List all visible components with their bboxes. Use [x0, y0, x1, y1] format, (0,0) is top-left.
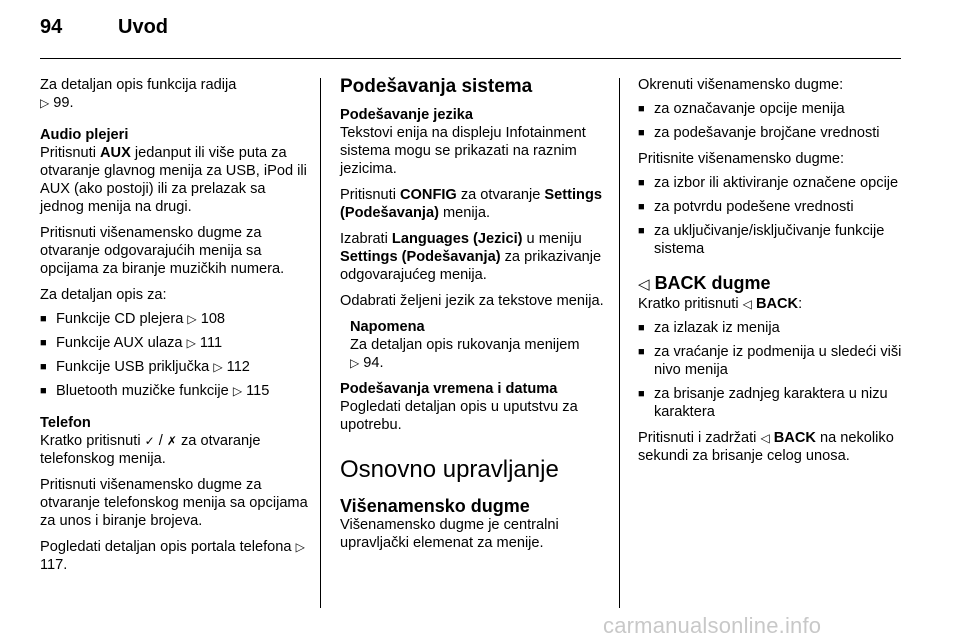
press-intro: Pritisnite višenamensko dugme: [638, 151, 845, 167]
back-key-label: BACK [755, 296, 799, 312]
heading-system-settings: Podešavanja sistema [340, 76, 533, 97]
audio-list [40, 310, 310, 400]
heading-time-date: Podešavanja vremena i datuma [340, 381, 558, 397]
watermark: carmanualsonline.info [603, 613, 822, 638]
heading-multifunction-knob: Višenamensko dugme [340, 496, 530, 516]
page-link[interactable]: 111 [199, 335, 223, 351]
config-key-label: CONFIG [400, 187, 457, 203]
note-box: Napomena Za detaljan opis rukovanja menijem ▷ 94. [350, 319, 580, 371]
section-heading-phone: Telefon [40, 415, 91, 431]
page-title: Uvod [118, 16, 168, 38]
phone-section: Telefon Kratko pritisnuti ✓ / ✗ za otvaranje telefonskog menija. [40, 415, 261, 467]
phone-paragraph-3: Pogledati detaljan opis portala telefona ▷ 117. [40, 539, 305, 573]
page-ref-arrow-icon: ▷ [213, 360, 223, 374]
list-item: ■ za vraćanje iz podmenija u sledeći viši nivo menija [638, 343, 908, 379]
column-1 [40, 76, 310, 582]
multi-paragraph: Višenamensko dugme je centralni upravljački elemenat za menije. [340, 517, 559, 551]
page-link[interactable]: 108 [200, 311, 226, 327]
column-divider-1 [320, 78, 321, 608]
language-paragraph-3: Izabrati Languages (Jezici) u meniju Settings (Podešavanja) za prikazivanje odgovarajućeg menija. [340, 231, 602, 283]
page-ref-arrow-icon: ▷ [295, 540, 305, 554]
list-item: ■ za izbor ili aktiviranje označene opcije [638, 174, 908, 192]
column-divider-2 [619, 78, 620, 608]
heading-basic-operation: Osnovno upravljanje [340, 456, 559, 483]
radio-reference: Za detaljan opis funkcija radija ▷ 99. [40, 77, 237, 111]
list-item: ■ Bluetooth muzičke funkcije ▷ 115 [40, 382, 310, 400]
note-title: Napomena [350, 319, 425, 335]
page-link-radio[interactable]: 99. [53, 95, 74, 111]
page-link[interactable]: 115 [246, 383, 270, 399]
back-intro: Kratko pritisnuti ◁ BACK: [638, 296, 803, 312]
back-list [638, 319, 908, 421]
languages-item-label: Languages (Jezici) [391, 231, 523, 247]
back-key-label: BACK [773, 430, 816, 446]
page-ref-arrow-icon: ▷ [40, 96, 50, 110]
settings-menu-label: Settings (Podešavanja) [340, 187, 602, 221]
settings-menu-label: Settings (Podešavanja) [340, 249, 501, 265]
audio-section: Audio plejeri Pritisnuti AUX jedanput ili više puta za otvaranje glavnog menija za USB, iPod ili AUX (ako postoji) ili za prelazak sa jednog menija na drugi. [40, 127, 307, 215]
heading-back-button: ◁ BACK dugme [638, 273, 771, 293]
header-rule [40, 58, 901, 59]
page-link-note[interactable]: 94. [363, 355, 384, 371]
list-item: ■ Funkcije AUX ulaza ▷ 111 [40, 334, 310, 352]
phone-icon: ✓ [144, 434, 155, 448]
language-paragraph-4: Odabrati željeni jezik za tekstove menija. [340, 293, 604, 309]
page-ref-arrow-icon: ▷ [186, 336, 196, 350]
list-item: ■ Funkcije USB priključka ▷ 112 [40, 358, 310, 376]
audio-paragraph-3: Za detaljan opis za: [40, 287, 167, 303]
aux-key-label: AUX [100, 145, 131, 161]
list-item: ■ Funkcije CD plejera ▷ 108 [40, 310, 310, 328]
press-list [638, 174, 908, 258]
time-section: Podešavanja vremena i datuma Pogledati detaljan opis u uputstvu za upotrebu. [340, 381, 578, 433]
list-item: ■ za potvrdu podešene vrednosti [638, 198, 908, 216]
turn-intro: Okrenuti višenamensko dugme: [638, 77, 844, 93]
list-item: ■ za brisanje zadnjeg karaktera u nizu karaktera [638, 385, 908, 421]
column-3 [638, 76, 908, 473]
page-number: 94 [40, 16, 63, 38]
back-arrow-icon: ◁ [638, 275, 650, 293]
language-paragraph-2: Pritisnuti CONFIG za otvaranje Settings (Podešavanja) menija. [340, 187, 602, 221]
list-item: ■ za uključivanje/isključivanje funkcije sistema [638, 222, 908, 258]
list-item: ■ za podešavanje brojčane vrednosti [638, 124, 908, 142]
list-item: ■ za izlazak iz menija [638, 319, 908, 337]
section-heading-audio: Audio plejeri [40, 127, 129, 143]
list-item: ■ za označavanje opcije menija [638, 100, 908, 118]
phone-mute-icon: ✗ [166, 434, 177, 448]
phone-paragraph-2: Pritisnuti višenamensko dugme za otvaranje telefonskog menija sa opcijama za unos i biranje brojeva. [40, 477, 308, 529]
turn-list [638, 100, 908, 142]
back-arrow-icon: ◁ [760, 431, 770, 445]
page-ref-arrow-icon: ▷ [350, 356, 360, 370]
hold-paragraph: Pritisnuti i zadržati ◁ BACK na nekoliko sekundi za brisanje celog unosa. [638, 430, 894, 464]
heading-language: Podešavanje jezika [340, 107, 474, 123]
back-arrow-icon: ◁ [742, 297, 752, 311]
page-ref-arrow-icon: ▷ [187, 312, 197, 326]
page-ref-arrow-icon: ▷ [232, 384, 243, 398]
column-2 [340, 76, 610, 560]
page-link[interactable]: 112 [226, 359, 250, 375]
page-link-phone[interactable]: 117. [40, 557, 68, 573]
audio-paragraph-2: Pritisnuti višenamensko dugme za otvaranje odgovarajućih menija sa opcijama za biranje muzičkih numera. [40, 225, 285, 277]
language-section: Podešavanje jezika Tekstovi enija na displeju Infotainment sistema mogu se prikazati na raznim jezicima. [340, 107, 586, 177]
